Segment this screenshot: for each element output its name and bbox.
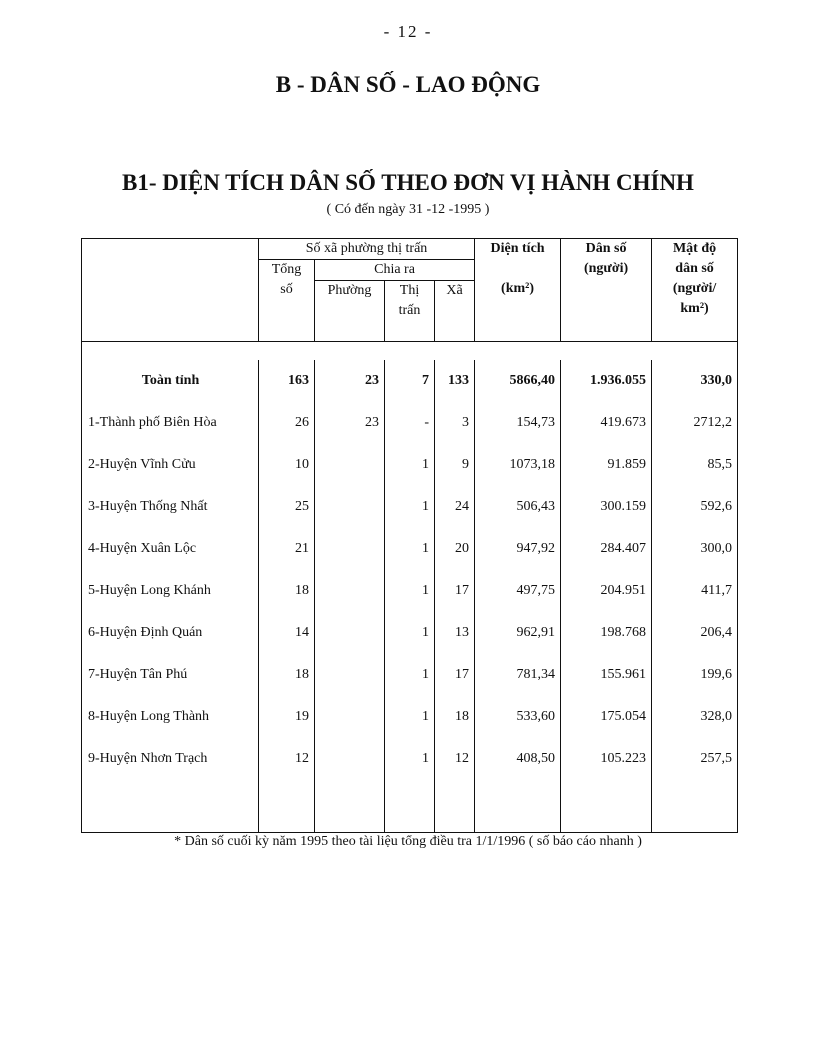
row-name: 5-Huyện Long Khánh xyxy=(82,570,259,612)
header-population xyxy=(561,239,652,342)
row-name: Toàn tỉnh xyxy=(82,360,259,402)
header-unit xyxy=(82,239,259,342)
row-density: 85,5 xyxy=(652,444,738,486)
row-density: 300,0 xyxy=(652,528,738,570)
table-row xyxy=(82,528,738,570)
row-commune: 133 xyxy=(435,360,475,402)
row-total: 18 xyxy=(259,570,315,612)
row-name: 1-Thành phố Biên Hòa xyxy=(82,402,259,444)
row-population: 204.951 xyxy=(561,570,652,612)
row-population: 300.159 xyxy=(561,486,652,528)
row-name: 8-Huyện Long Thành xyxy=(82,696,259,738)
row-area: 533,60 xyxy=(475,696,561,738)
header-town: Thị trấn xyxy=(385,281,435,342)
table-title: B1- DIỆN TÍCH DÂN SỐ THEO ĐƠN VỊ HÀNH CHÍNH xyxy=(122,170,694,195)
row-total: 10 xyxy=(259,444,315,486)
table-row xyxy=(82,738,738,780)
row-name: 7-Huyện Tân Phú xyxy=(82,654,259,696)
header-population-label: Dân số xyxy=(585,241,627,256)
row-town: 1 xyxy=(385,570,435,612)
row-population: 419.673 xyxy=(561,402,652,444)
row-commune: 3 xyxy=(435,402,475,444)
row-commune: 13 xyxy=(435,612,475,654)
table-row xyxy=(82,486,738,528)
row-total: 25 xyxy=(259,486,315,528)
row-population: 1.936.055 xyxy=(561,360,652,402)
row-ward xyxy=(315,570,385,612)
row-commune: 17 xyxy=(435,654,475,696)
row-ward: 23 xyxy=(315,360,385,402)
header-population-unit: (người) xyxy=(583,261,629,276)
row-population: 155.961 xyxy=(561,654,652,696)
row-total: 26 xyxy=(259,402,315,444)
table-row xyxy=(82,402,738,444)
table-row xyxy=(82,570,738,612)
row-area: 497,75 xyxy=(475,570,561,612)
row-population: 198.768 xyxy=(561,612,652,654)
row-town: 1 xyxy=(385,738,435,780)
row-commune: 12 xyxy=(435,738,475,780)
row-name: 2-Huyện Vĩnh Cửu xyxy=(82,444,259,486)
table-body xyxy=(82,342,738,833)
row-density: 592,6 xyxy=(652,486,738,528)
row-name: 3-Huyện Thống Nhất xyxy=(82,486,259,528)
row-density: 199,6 xyxy=(652,654,738,696)
footnote: * Dân số cuối kỳ năm 1995 theo tài liệu tổng điều tra 1/1/1996 ( số báo cáo nhanh ) xyxy=(174,834,642,849)
table-subtitle: ( Có đến ngày 31 -12 -1995 ) xyxy=(326,202,490,217)
row-density: 206,4 xyxy=(652,612,738,654)
row-density: 2712,2 xyxy=(652,402,738,444)
row-area: 781,34 xyxy=(475,654,561,696)
row-town: 1 xyxy=(385,696,435,738)
section-title: B - DÂN SỐ - LAO ĐỘNG xyxy=(275,72,541,97)
header-split: Chia ra xyxy=(315,260,475,281)
header-total: Tổng số xyxy=(259,260,315,342)
header-density-unit: (người/ km²) xyxy=(672,281,717,316)
row-total: 12 xyxy=(259,738,315,780)
row-commune: 18 xyxy=(435,696,475,738)
row-total: 18 xyxy=(259,654,315,696)
row-area: 408,50 xyxy=(475,738,561,780)
header-ward: Phường xyxy=(315,281,385,342)
header-group: Số xã phường thị trấn xyxy=(259,239,475,260)
row-area: 1073,18 xyxy=(475,444,561,486)
row-total: 163 xyxy=(259,360,315,402)
row-ward xyxy=(315,738,385,780)
row-ward xyxy=(315,654,385,696)
header-area-label: Diện tích xyxy=(490,241,545,256)
row-ward xyxy=(315,486,385,528)
row-density: 411,7 xyxy=(652,570,738,612)
table-row-empty xyxy=(82,780,738,833)
table-row xyxy=(82,612,738,654)
row-commune: 20 xyxy=(435,528,475,570)
row-area: 506,43 xyxy=(475,486,561,528)
row-area: 962,91 xyxy=(475,612,561,654)
row-ward xyxy=(315,528,385,570)
row-density: 330,0 xyxy=(652,360,738,402)
row-ward xyxy=(315,444,385,486)
row-town: 1 xyxy=(385,612,435,654)
row-area: 154,73 xyxy=(475,402,561,444)
row-population: 91.859 xyxy=(561,444,652,486)
row-name: 4-Huyện Xuân Lộc xyxy=(82,528,259,570)
row-density: 328,0 xyxy=(652,696,738,738)
row-total: 21 xyxy=(259,528,315,570)
row-commune: 9 xyxy=(435,444,475,486)
row-ward: 23 xyxy=(315,402,385,444)
table-header xyxy=(82,239,738,342)
row-population: 175.054 xyxy=(561,696,652,738)
table-row xyxy=(82,444,738,486)
row-town: 7 xyxy=(385,360,435,402)
row-commune: 17 xyxy=(435,570,475,612)
row-area: 947,92 xyxy=(475,528,561,570)
row-town: 1 xyxy=(385,486,435,528)
row-area: 5866,40 xyxy=(475,360,561,402)
table-row-total xyxy=(82,360,738,402)
table-row xyxy=(82,654,738,696)
header-density xyxy=(652,239,738,342)
header-density-label: Mật độ dân số xyxy=(672,241,717,276)
row-total: 14 xyxy=(259,612,315,654)
row-commune: 24 xyxy=(435,486,475,528)
row-name: 6-Huyện Định Quán xyxy=(82,612,259,654)
row-name: 9-Huyện Nhơn Trạch xyxy=(82,738,259,780)
page-number: - 12 - xyxy=(383,22,433,41)
header-area xyxy=(475,239,561,342)
table-row xyxy=(82,696,738,738)
row-town: 1 xyxy=(385,444,435,486)
row-ward xyxy=(315,612,385,654)
row-total: 19 xyxy=(259,696,315,738)
row-town: 1 xyxy=(385,654,435,696)
header-commune: Xã xyxy=(435,281,475,342)
row-population: 284.407 xyxy=(561,528,652,570)
row-ward xyxy=(315,696,385,738)
row-town: 1 xyxy=(385,528,435,570)
row-density: 257,5 xyxy=(652,738,738,780)
population-table xyxy=(81,238,738,833)
row-population: 105.223 xyxy=(561,738,652,780)
row-town: - xyxy=(385,402,435,444)
header-area-unit: (km²) xyxy=(501,281,535,296)
